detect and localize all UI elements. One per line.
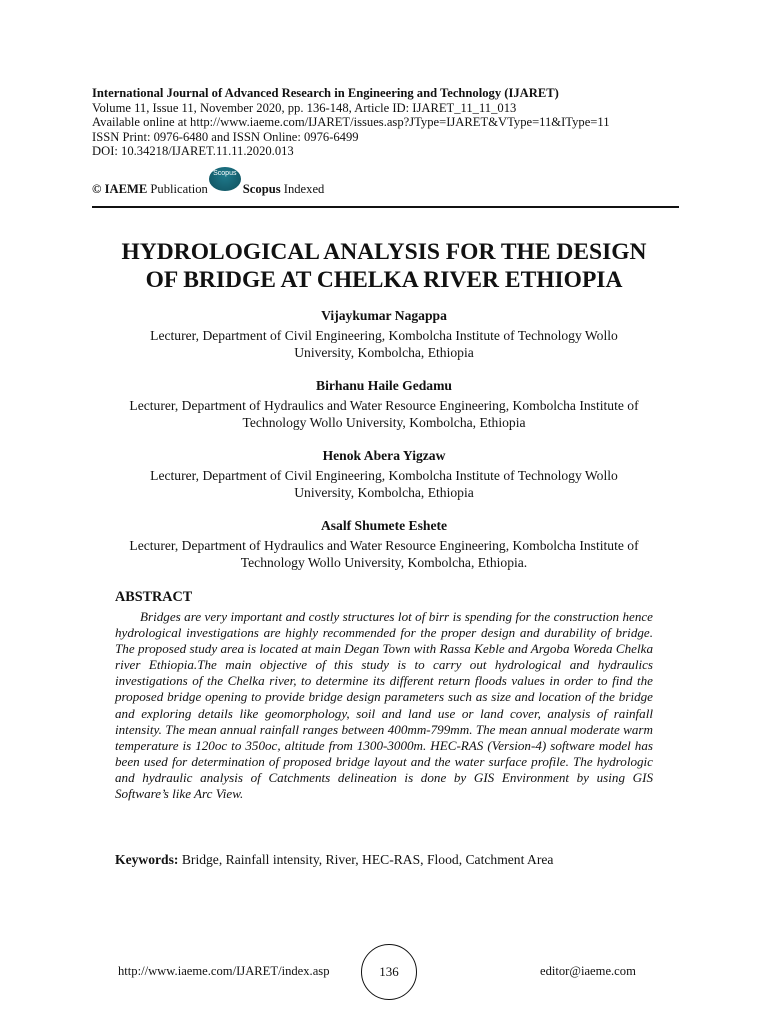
author-name: Birhanu Haile Gedamu bbox=[316, 378, 452, 393]
journal-header bbox=[92, 86, 692, 159]
author-affiliation: Lecturer, Department of Civil Engineering, Kombolcha Institute of Technology Wollo bbox=[150, 468, 618, 483]
author-affiliation: Lecturer, Department of Hydraulics and Water Resource Engineering, Kombolcha Institute of bbox=[129, 538, 639, 553]
copyright-symbol: © bbox=[92, 182, 102, 196]
author-name: Vijaykumar Nagappa bbox=[321, 308, 447, 323]
issn-line: ISSN Print: 0976-6480 and ISSN Online: 0976-6499 bbox=[92, 129, 359, 144]
doi-line: DOI: 10.34218/IJARET.11.11.2020.013 bbox=[92, 144, 294, 159]
scopus-label: Scopus bbox=[242, 182, 281, 196]
author-block bbox=[84, 307, 684, 361]
author-block bbox=[84, 377, 684, 431]
page-number: 136 bbox=[361, 944, 417, 1000]
author-affiliation: Technology Wollo University, Kombolcha, Ethiopia. bbox=[240, 555, 528, 570]
author-name: Asalf Shumete Eshete bbox=[320, 518, 448, 533]
keywords-label: Keywords: bbox=[115, 852, 179, 867]
available-online-line: Available online at http://www.iaeme.com/IJARET/issues.asp?JType=IJARET&VType=11&IType=11 bbox=[92, 115, 610, 130]
author-block bbox=[84, 447, 684, 501]
title-line-1: HYDROLOGICAL ANALYSIS FOR THE DESIGN bbox=[121, 239, 647, 265]
footer-email: editor@iaeme.com bbox=[540, 964, 636, 978]
publisher-line bbox=[92, 170, 325, 201]
author-affiliation: University, Kombolcha, Ethiopia bbox=[294, 345, 474, 360]
author-name: Henok Abera Yigzaw bbox=[322, 448, 446, 463]
publisher-name: IAEME bbox=[104, 182, 148, 196]
scopus-logo-icon: Scopus bbox=[209, 167, 241, 191]
volume-info: Volume 11, Issue 11, November 2020, pp. 136-148, Article ID: IJARET_11_11_013 bbox=[92, 100, 517, 115]
author-block bbox=[84, 517, 684, 571]
abstract-heading: ABSTRACT bbox=[115, 589, 193, 605]
abstract-text: Bridges are very important and costly structures lot of birr is spending for the construction hence hydrological investigations are highly recommended for the proper design and durability of bridge. The proposed study area is located at main Degan Town with Rassa Keble and Argoba Woreda Chelka river Ethiopia.The main objective of this study is to carry out hydrological and hydraulics investigations of the Chelka river, to determine its different return floods values in order to find the proposed bridge opening to provide bridge design parameters such as size and location of the bridge and exploring details like geomorphology, soil and land use or land cover, analysis of rainfall intensity. The mean annual rainfall ranges between 400mm-799mm. The mean annual moderate warm temperature is 120oc to 350oc, altitude from 1300-3000m. HEC-RAS (Version-4) software model has been used for determination of proposed bridge layout and the water surface profile. The hydrologic and hydraulic analysis of Catchments delineation is done by GIS Environment by using GIS Software’s like Arc View. bbox=[115, 609, 653, 802]
author-affiliation: Technology Wollo University, Kombolcha, Ethiopia bbox=[242, 415, 526, 430]
keywords-text: Bridge, Rainfall intensity, River, HEC-RAS, Flood, Catchment Area bbox=[181, 852, 554, 867]
keywords-line bbox=[115, 852, 553, 868]
publication-word: Publication bbox=[150, 182, 208, 196]
author-list bbox=[84, 307, 684, 587]
author-affiliation: Lecturer, Department of Civil Engineering, Kombolcha Institute of Technology Wollo bbox=[150, 328, 618, 343]
author-affiliation: Lecturer, Department of Hydraulics and Water Resource Engineering, Kombolcha Institute of bbox=[129, 398, 639, 413]
journal-name: International Journal of Advanced Research in Engineering and Technology (IJARET) bbox=[92, 86, 559, 100]
indexed-label: Indexed bbox=[283, 182, 325, 196]
author-affiliation: University, Kombolcha, Ethiopia bbox=[294, 485, 474, 500]
header-divider bbox=[92, 206, 679, 208]
paper-title bbox=[60, 238, 708, 294]
footer-url: http://www.iaeme.com/IJARET/index.asp bbox=[118, 964, 330, 978]
title-line-2: OF BRIDGE AT CHELKA RIVER ETHIOPIA bbox=[145, 267, 623, 293]
